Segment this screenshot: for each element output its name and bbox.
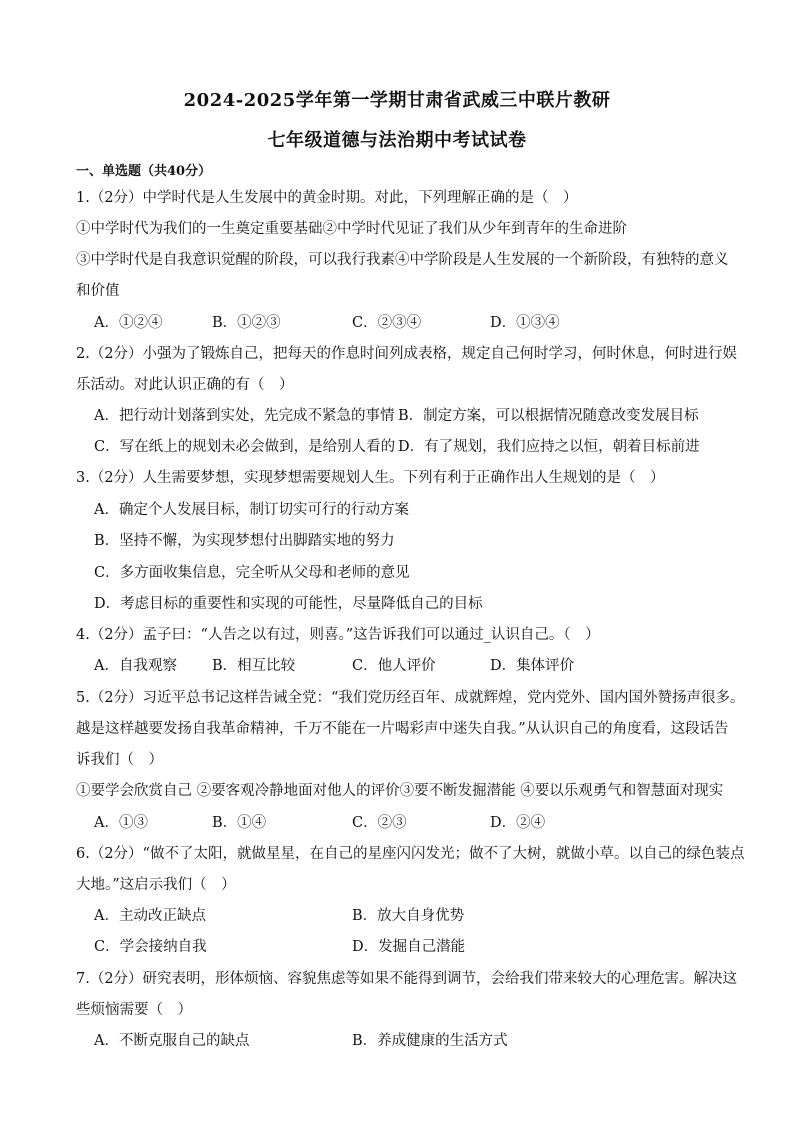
question-3-option-d: D．考虑目标的重要性和实现的可能性，尽量降低自己的目标: [94, 596, 483, 612]
question-5-option-b: B．①④: [212, 815, 267, 831]
question-4-option-d: D．集体评价: [490, 658, 575, 674]
question-5-stem: 5.（2分）习近平总书记这样告诫全党：“我们党历经百年、成就辉煌，党内党外、国内国外赞扬声很多。: [76, 690, 745, 706]
question-6-option-a: A．主动改正缺点: [94, 908, 206, 924]
question-5-option-c: C．②③: [352, 815, 407, 831]
question-2-option-c: C．写在纸上的规划未必会做到，是给别人看的: [94, 439, 396, 455]
question-1-statement: ③中学时代是自我意识觉醒的阶段，可以我行我素④中学阶段是人生发展的一个新阶段，有独特的意义: [76, 252, 729, 268]
question-1-option-c: C．②③④: [352, 315, 422, 331]
question-1-option-b: B．①②③: [212, 315, 281, 331]
question-5-stem: 诉我们（ ）: [76, 752, 163, 768]
question-5-statement: ①要学会欣赏自己 ②要客观冷静地面对他人的评价③要不断发掘潜能 ④要以乐观勇气和智慧面对现实: [76, 783, 724, 799]
question-1-statement: 和价值: [76, 283, 120, 299]
question-7-stem: 7.（2分）研究表明，形体烦恼、容貌焦虑等如果不能得到调节，会给我们带来较大的心理危害。解决这: [76, 971, 738, 987]
question-2-option-b: B．制定方案，可以根据情况随意改变发展目标: [398, 408, 699, 424]
question-4-option-b: B．相互比较: [212, 658, 296, 674]
question-6-option-d: D．发掘自己潜能: [352, 939, 466, 955]
question-5-option-a: A．①③: [94, 815, 148, 831]
question-5-stem: 越是这样越要发扬自我革命精神，千万不能在一片喝彩声中迷失自我。”从认识自己的角度看，这段话告: [76, 721, 729, 737]
question-4-stem: 4.（2分）孟子曰：“人告之以有过，则喜。”这告诉我们可以通过_认识自己。（ ）: [76, 627, 600, 643]
question-1-statement: ①中学时代为我们的一生奠定重要基础②中学时代见证了我们从少年到青年的生命进阶: [76, 221, 627, 237]
question-3-option-b: B．坚持不懈，为实现梦想付出脚踏实地的努力: [94, 533, 395, 549]
question-3-option-c: C．多方面收集信息，完全听从父母和老师的意见: [94, 565, 410, 581]
question-4-option-a: A．自我观察: [94, 658, 177, 674]
question-6-option-c: C．学会接纳自我: [94, 939, 207, 955]
exam-subtitle: 七年级道德与法治期中考试试卷: [267, 130, 527, 151]
question-2-stem: 2.（2分）小强为了锻炼自己，把每天的作息时间列成表格，规定自己何时学习，何时休息，何时进行娱: [76, 346, 738, 362]
question-7-stem: 些烦恼需要（ ）: [76, 1002, 192, 1018]
question-1-option-d: D．①③④: [490, 315, 560, 331]
question-7-option-b: B．养成健康的生活方式: [352, 1033, 508, 1049]
question-4-option-c: C．他人评价: [352, 658, 436, 674]
question-2-option-d: D．有了规划，我们应持之以恒，朝着目标前进: [398, 439, 700, 455]
question-5-option-d: D．②④: [490, 815, 546, 831]
question-7-option-a: A．不断克服自己的缺点: [94, 1033, 250, 1049]
question-3-option-a: A．确定个人发展目标，制订切实可行的行动方案: [94, 502, 409, 518]
question-1-option-a: A．①②④: [94, 315, 163, 331]
exam-title: 2024-2025学年第一学期甘肃省武威三中联片教研: [183, 90, 611, 111]
question-3-stem: 3.（2分）人生需要梦想，实现梦想需要规划人生。下列有利于正确作出人生规划的是（ ）: [76, 470, 665, 486]
question-6-option-b: B．放大自身优势: [352, 908, 465, 924]
question-1-stem: 1.（2分）中学时代是人生发展中的黄金时期。对此，下列理解正确的是（ ）: [76, 190, 578, 206]
question-2-stem: 乐活动。对此认识正确的有（ ）: [76, 377, 294, 393]
question-6-stem: 6.（2分）“做不了太阳，就做星星，在自己的星座闪闪发光；做不了大树，就做小草。以自己的绿色装点: [76, 846, 745, 862]
section-heading: 一、单选题（共40分）: [76, 164, 212, 179]
question-2-option-a: A．把行动计划落到实处，先完成不紧急的事情: [94, 408, 395, 424]
question-6-stem: 大地。”这启示我们（ ）: [76, 877, 236, 893]
